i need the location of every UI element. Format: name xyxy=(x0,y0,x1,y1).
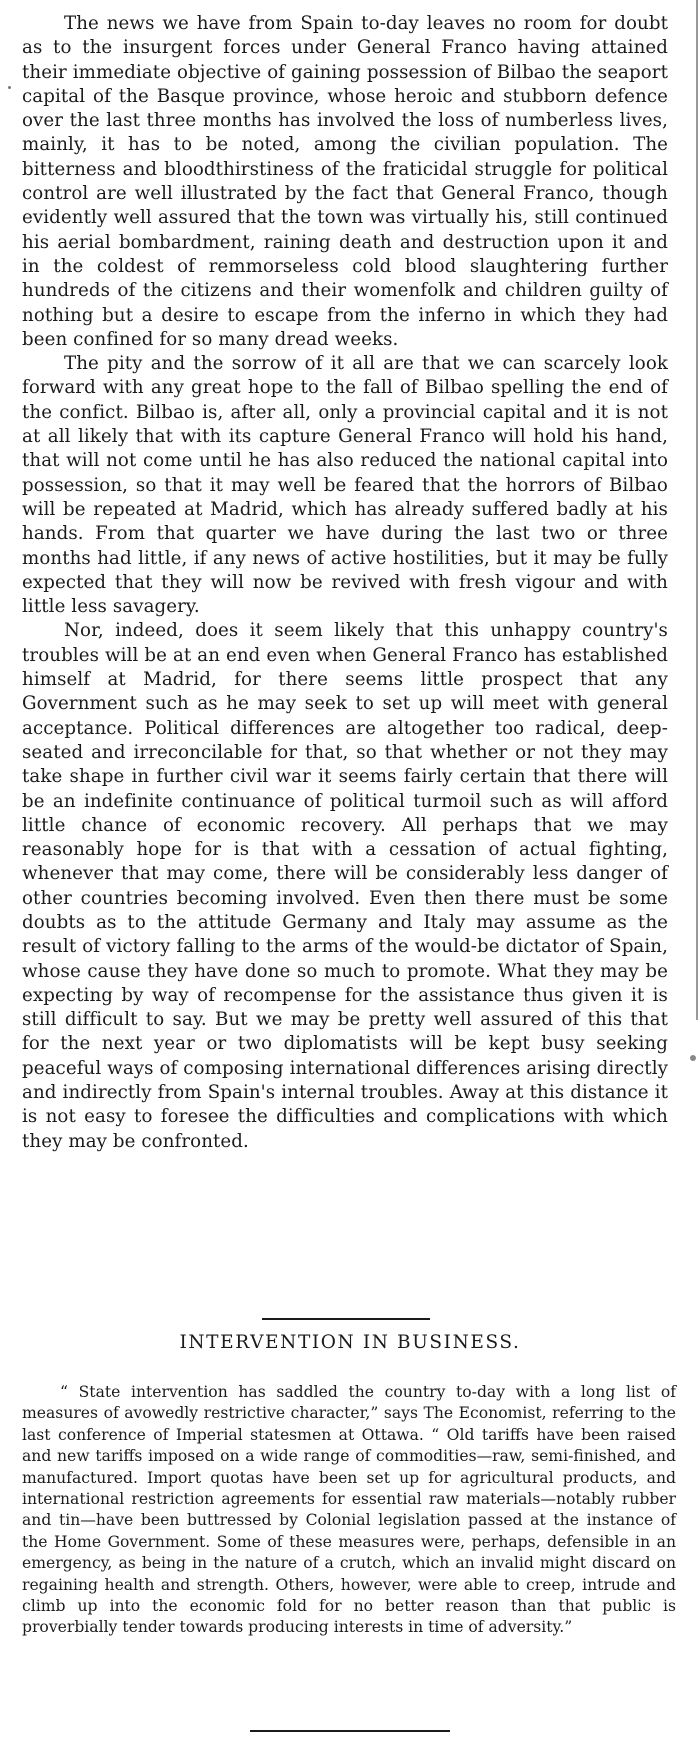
article-paragraph-2: The pity and the sorrow of it all are that we can scarcely look forward with any great hope to the fall of Bilbao spelling the end of the confict. Bilbao is, after all, only a provincial capital and it is not at all likely that with its capture General Franco will hold his hand, that will not come until he has also reduced the national capital into possession, so that it may well be feared that the horrors of Bilbao will be repeated at Madrid, which has already suffered badly at his hands. From that quarter we have during the last two or three months had little, if any news of active hostilities, but it may be fully expected that they will now be revived with fresh vigour and with little less savagery. xyxy=(22,353,668,618)
section-heading: INTERVENTION IN BUSINESS. xyxy=(179,1332,521,1353)
article-paragraph-3: Nor, indeed, does it seem likely that this unhappy country's troubles will be at an end even when General Franco has established himself at Madrid, for there seems little prospect that any Government such as he may seek to set up will meet with general acceptance. Political differences are altogether too radical, deep-seated and irreconcilable for that, so that whether or not they may take shape in further civil war it seems fairly certain that there will be an indefinite continuance of political turmoil such as will afford little chance of economic recovery. All perhaps that we may reasonably hope for is that with a cessation of actual fighting, whenever that may come, there will be considerably less danger of other countries becoming involved. Even then there must be some doubts as to the attitude Germany and Italy may assume as the result of victory falling to the arms of the would-be dictator of Spain, whose cause they have done so much to promote. What they may be expecting by way of recompense for the assistance thus given it is still difficult to say. But we may be pretty well assured of this that for the next year or two diplomatists will be kept busy seeking peaceful ways of composing international differences arising directly and indirectly from Spain's internal troubles. Away at this distance it is not easy to foresee the difficulties and complications with which they may be confronted. xyxy=(22,620,668,1152)
margin-mark xyxy=(690,1055,696,1061)
section-divider-bottom xyxy=(250,1730,450,1732)
editorial-article xyxy=(22,12,668,1154)
print-speck xyxy=(8,86,11,89)
article-paragraph-1: The news we have from Spain to-day leaves no room for doubt as to the insurgent forces under General Franco having attained their immediate objective of gaining possession of Bilbao the seaport capital of the Basque province, whose heroic and stubborn defence over the last three months has involved the loss of numberless lives, mainly, it has to be noted, among the civilian population. The bitterness and bloodthirstiness of the fraticidal struggle for political control are well illustrated by the fact that General Franco, though evidently well assured that the town was virtually his, still continued his aerial bombardment, raining death and destruction upon it and in the coldest of remmorseless cold blood slaughtering further hundreds of the citizens and their womenfolk and children guilty of nothing but a desire to escape from the inferno in which they had been confined for so many dread weeks. xyxy=(22,13,668,350)
intervention-paragraph: “ State intervention has saddled the country to-day with a long list of measures of avowedly restrictive character,” says The Economist, referring to the last conference of Imperial statesmen at Ottawa. “ Old tariffs have been raised and new tariffs imposed on a wide range of commodities—raw, semi-finished, and manufactured. Import quotas have been set up for agricultural products, and international restriction agreements for essential raw materials—notably rubber and tin—have been buttressed by Colonial legislation passed at the instance of the Home Government. Some of these measures were, perhaps, defensible in an emergency, as being in the nature of a crutch, which an invalid might discard on regaining health and strength. Others, however, were able to creep, intrude and climb up into the economic fold for no better reason than that public is proverbially tender towards producing interests in time of adversity.” xyxy=(22,1383,676,1637)
section-divider-top xyxy=(262,1318,430,1320)
column-edge-rule xyxy=(696,0,698,1020)
